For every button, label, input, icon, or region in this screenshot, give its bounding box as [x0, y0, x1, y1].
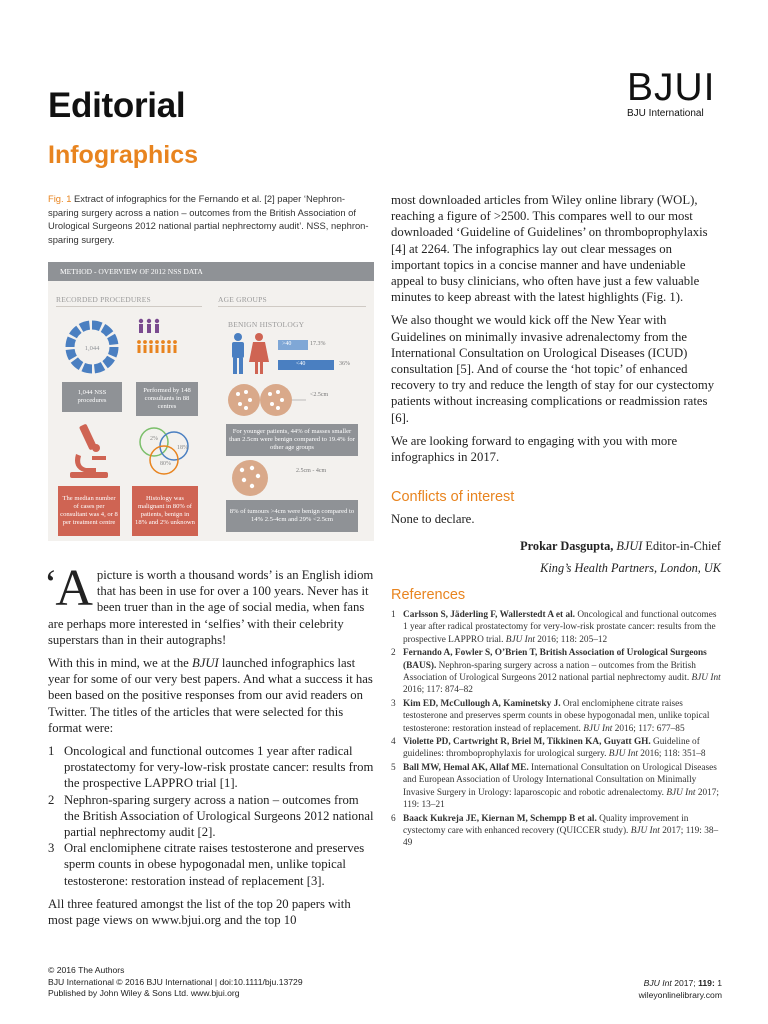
reference-journal: BJU Int — [691, 673, 721, 684]
tumours-box: 8% of tumours >4cm were benign compared to 14% 2.5-4cm and 29% <2.5cm — [226, 500, 358, 532]
pct-2: 2% — [150, 436, 158, 442]
list-item — [48, 743, 374, 792]
people-group-icon — [136, 318, 182, 360]
paragraph — [48, 655, 374, 736]
paragraph: We also thought we would kick off the New Year with Guidelines on minimally invasive adrenalectomy from the International Consultation on Urological Diseases (ICUD) consultation [5]. And of course the ‘hot topic’ of enhanced recovery to try and reduce the length of stay for our cystectomy patients without increasing complications or readmission rates [6]. — [391, 313, 715, 425]
median-cases-box: The median number of cases per consultant was 4, or 8 per treatment centre — [58, 486, 120, 536]
recorded-procedures-heading: RECORDED PROCEDURES — [56, 295, 151, 304]
reference-journal: BJU Int — [666, 787, 696, 798]
footer-line: BJU International © 2016 BJU International | doi:10.1111/bju.13729 — [48, 976, 303, 987]
footer-journal: BJU Int — [643, 978, 672, 988]
tissue-sample-icon-large — [226, 458, 286, 498]
reference-title: Quality improvement in cystectomy care with enhanced recovery (QUICCER study). — [403, 813, 689, 836]
footer-year: 2017; — [671, 978, 699, 988]
divider — [218, 306, 366, 307]
reference-journal: BJU Int — [630, 825, 660, 836]
signature-line — [391, 535, 721, 557]
left-column-body — [44, 560, 374, 935]
dropcap-quote: ‘ — [44, 561, 58, 606]
conflicts-text: None to declare. — [391, 512, 475, 526]
age-lt40-pct: 36% — [339, 361, 350, 367]
reference-item — [391, 762, 721, 812]
male-female-icon — [226, 332, 272, 376]
paragraph: We are looking forward to engaging with you with more infographics in 2017. — [391, 433, 678, 465]
list-text: Oncological and functional outcomes 1 year after radical prostatectomy for very-low-risk prostate cancer: results from the prospective LAPPRO trial [1]. — [64, 744, 374, 791]
procedures-box: 1,044 NSS procedures — [62, 382, 122, 412]
reference-authors: Carlsson S, Jäderling F, Wallerstedt A et al. — [403, 610, 576, 620]
logo-main: BJUI — [627, 66, 716, 109]
reference-title: International Consultation on Urological Diseases and European Association of Urology International Consultation on Minimally Invasive Surgery in Urology: laparoscopic and robotic adrenalectomy. — [403, 762, 717, 798]
reference-number: 2 — [391, 648, 396, 659]
reference-citation: 2016; 118: 205–12 — [534, 634, 608, 645]
logo-sub: BJU International — [627, 108, 704, 119]
age-lt40-label: <40 — [296, 361, 306, 367]
list-number: 1 — [48, 744, 55, 759]
reference-item — [391, 698, 721, 735]
intro-text: picture is worth a thousand words’ is an English idiom that has been in use for over a 100 years. Never has it been truer than in the age of social media, when fans are perhaps more interested in ‘selfies’ with their celebrity superstars than in their autographs! — [48, 568, 374, 647]
consultants-box: Performed by 148 consultants in 88 centres — [136, 382, 198, 416]
author-affiliation: King’s Health Partners, London, UK — [540, 561, 721, 575]
journal-logo — [627, 68, 723, 119]
age-gt40-label: >40 — [282, 341, 292, 347]
figure-caption-text: Extract of infographics for the Fernando et al. [2] paper ‘Nephron-sparing surgery across a nation – outcomes from the British Association of Urological Surgeons 2012 national partial nephrectomy audit’. NSS, nephron-sparing surgery. — [48, 193, 369, 245]
reference-title: Oncological and functional outcomes 1 year after radical prostatectomy for very-low-risk prostate cancer: results from the prospective LAPPRO trial. — [403, 610, 717, 645]
reference-authors: Fernando A, Fowler S, O’Brien T, British Association of Urological Surgeons (BAUS). — [403, 648, 707, 671]
list-text: Oral enclomiphene citrate raises testosterone and preserves sperm counts in obese hypogonadal men, unlike topical testosterone: restoration instead of replacement [3]. — [64, 841, 365, 888]
reference-number: 1 — [391, 610, 396, 620]
reference-journal: BJU Int — [608, 749, 638, 760]
footer-site: wileyonlinelibrary.com — [638, 989, 722, 1000]
figure-caption — [48, 192, 374, 246]
divider — [56, 306, 202, 307]
reference-citation: 2017; 119: 38–49 — [403, 825, 719, 849]
reference-citation: 2016; 117: 677–85 — [612, 723, 685, 734]
histology-venn-icon — [132, 420, 204, 480]
reference-number: 4 — [391, 737, 396, 748]
age-groups-heading: AGE GROUPS — [218, 295, 267, 304]
reference-authors: Ball MW, Hemal AK, Allaf ME. — [403, 762, 529, 773]
infographic — [48, 262, 374, 541]
featured-articles-list — [48, 743, 374, 889]
reference-item — [391, 647, 721, 697]
reference-title: Nephron-sparing surgery across a nation – outcomes from the British Association of Urological Surgeons 2012 national partial nephrectomy audit. — [403, 660, 696, 684]
references-heading: References — [391, 587, 466, 603]
pct-80: 80% — [160, 461, 171, 467]
reference-citation: 2016; 118: 351–8 — [637, 749, 706, 760]
tissue-sample-icons — [226, 380, 308, 420]
reference-title: Oral enclomiphene citrate raises testosterone and preserves sperm counts in obese hypogonadal men, unlike topical testosterone: restoration instead of replacement. — [403, 698, 710, 734]
infographic-banner: METHOD - OVERVIEW OF 2012 NSS DATA — [48, 262, 374, 281]
list-item — [48, 840, 374, 889]
dropcap — [44, 560, 93, 617]
references-list — [391, 609, 721, 851]
footer-citation — [560, 978, 722, 1001]
donut-value: 1,044 — [84, 345, 100, 352]
age-gt40-pct: 17.3% — [310, 341, 326, 347]
histology-box: Histology was malignant in 80% of patients, benign in 18% and 2% unknown — [132, 486, 198, 536]
dropcap-letter: A — [55, 560, 93, 617]
reference-authors: Violette PD, Cartwright R, Briel M, Tikkinen KA, Guyatt GH. — [403, 737, 651, 748]
author-role: Editor-in-Chief — [642, 539, 721, 553]
list-text: Nephron-sparing surgery across a nation – outcomes from the British Association of Urological Surgeons 2012 national partial nephrectomy audit [2]. — [64, 792, 374, 840]
signature-block — [391, 535, 721, 579]
author-name: Prokar Dasgupta, — [520, 539, 614, 553]
article-title: Infographics — [48, 141, 199, 169]
footer-volume-line — [560, 978, 722, 990]
list-number: 2 — [48, 792, 55, 807]
younger-patients-box: For younger patients, 44% of masses smaller than 2.5cm were benign compared to 19.4% for other age groups — [226, 424, 358, 456]
paragraph-text: launched infographics last year for some of our very best papers. And what a success it has been based on the positive responses from our avid readers on Twitter. The titles of the articles that were selected for this format were: — [48, 656, 373, 735]
footer-volume: 119: — [698, 978, 715, 988]
reference-authors: Kim ED, McCullough A, Kaminetsky J. — [403, 698, 561, 709]
size-mid-label: 2.5cm - 4cm — [296, 468, 327, 474]
intro-paragraph — [44, 560, 374, 648]
reference-number: 3 — [391, 698, 396, 709]
right-column-body — [391, 192, 721, 472]
reference-item — [391, 609, 721, 646]
footer-line: © 2016 The Authors — [48, 965, 125, 975]
size-small-label: <2.5cm — [310, 392, 329, 398]
reference-authors: Baack Kukreja JE, Kiernan M, Schempp B et al. — [403, 813, 597, 824]
paragraph-text: With this in mind, we at the — [48, 656, 192, 671]
benign-histology-heading: BENIGN HISTOLOGY — [228, 320, 305, 329]
list-item — [48, 792, 374, 841]
microscope-icon — [66, 422, 114, 482]
footer-line: Published by John Wiley & Sons Ltd. www.bjui.org — [48, 988, 240, 999]
pct-18: 18% — [177, 445, 188, 451]
reference-item — [391, 813, 721, 850]
reference-title: Guideline of guidelines: thromboprophylaxis for urological surgery. — [403, 737, 700, 760]
paragraph: All three featured amongst the list of the top 20 papers with most page views on www.bjui.org and the top 10 — [48, 896, 351, 928]
list-number: 3 — [48, 841, 55, 856]
footer-copyright — [48, 965, 303, 1000]
age-bar-lt40 — [278, 360, 334, 370]
reference-number: 6 — [391, 813, 396, 824]
journal-name: BJUI — [191, 656, 219, 671]
conflicts-heading: Conflicts of interest — [391, 489, 515, 505]
reference-number: 5 — [391, 762, 396, 773]
reference-citation: 2017; 119: 13–21 — [403, 787, 720, 811]
reference-journal: BJU Int — [505, 634, 535, 645]
footer-page: 1 — [714, 978, 722, 988]
reference-journal: BJU Int — [583, 723, 613, 734]
reference-citation: 2016; 117: 874–82 — [403, 685, 473, 696]
reference-item — [391, 736, 721, 761]
section-title: Editorial — [48, 86, 186, 125]
paragraph: most downloaded articles from Wiley online library (WOL), reaching a figure of >2500. This compares well to our most downloaded ‘Guideline of Guidelines’ on thromboprophylaxis [4] at 2264. The infographics lay out clear messages on important topics in a concise manner and have undeniable appeal to busy clinicians, who often have just a few valuable minutes to keep abreast with the latest highlights (Fig. 1). — [391, 193, 708, 305]
signature-journal: BJUI — [613, 539, 643, 553]
figure-label: Fig. 1 — [48, 193, 72, 204]
donut-chart-icon — [62, 317, 122, 377]
